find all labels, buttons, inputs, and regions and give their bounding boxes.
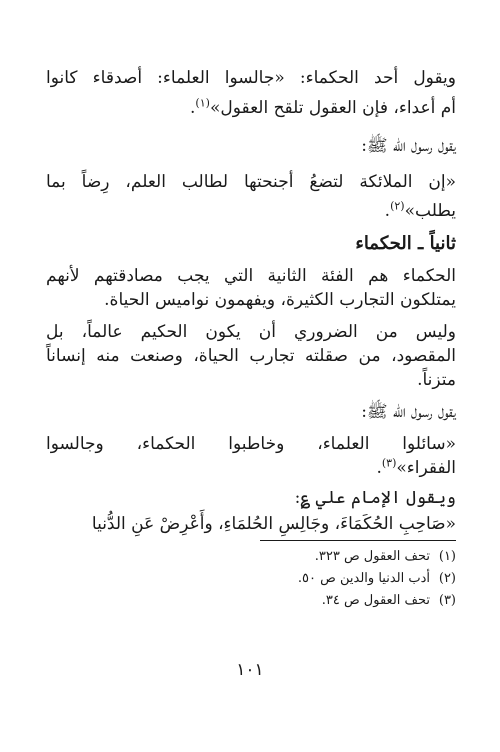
footnote [46,592,456,610]
section-heading: ثانياً ـ الحكماء [355,233,456,254]
footnote-number: (٢) [438,571,456,586]
footnote-text: أدب الدنيا والدين ص ٥٠. [297,571,430,586]
paragraph-line: الفقراء»$^{(٣)}$. [376,456,456,478]
paragraph-line: «إن الملائكة لتضعُ أجنحتها لطالب العلم، رِضاً بما [46,172,456,192]
footnote-text: تحف العقول ص ٣٢٣. [314,549,430,564]
paragraph-line: وليس من الضروري أن يكون الحكيم عالماً، بل [46,322,456,342]
footnote-marker: (٢) [390,199,405,213]
footnote-divider [260,540,456,541]
line-text: الفقراء» [396,458,456,478]
paragraph-line: يقول رسول الله ﷺ: [361,136,456,156]
paragraph-line: ويقول أحد الحكماء: «جالسوا العلماء: أصدقاء كانوا [46,68,456,88]
paragraph-line: متزناً. [417,370,456,390]
paragraph-line: «سائلوا العلماء، وخاطبوا الحكماء، وجالسوا [46,434,456,454]
footnote-text: تحف العقول ص ٣٤. [321,593,430,608]
paragraph-line: «صَاحِبِ الحُكَمَاءَ، وجَالِسِ الحُلمَاءِ، وأَعْرِضْ عَنِ الدُّنيا [91,514,456,534]
footnote-marker: (١) [195,96,210,110]
footnote [46,548,456,566]
paragraph-line: المقصود، من صقلته تجارب الحياة، وصنعت منه إنساناً [46,346,456,366]
paragraph-line: أم أعداء، فإن العقول تلقح العقول»$^{(١)}$. [190,96,456,118]
footnote-marker: (٣) [381,456,397,470]
footnote-number: (٣) [438,593,456,608]
paragraph-line: الحكماء هم الفئة الثانية التي يجب مصادقتهم لأنهم [46,266,456,286]
footnote [46,570,456,588]
footnote-number: (١) [438,549,456,564]
paragraph-line: ويقول الإمام علي ؏: [294,488,456,508]
paragraph-line: يقول رسول الله ﷺ: [361,402,456,422]
line-text: أم أعداء، فإن العقول تلقح العقول» [209,98,456,118]
line-text: يطلب» [404,201,456,221]
paragraph-line: يمتلكون التجارب الكثيرة، ويفهمون نواميس الحياة. [104,290,456,310]
paragraph-line: يطلب»$^{(٢)}$. [384,199,456,221]
page-number: ١٠١ [236,660,264,680]
